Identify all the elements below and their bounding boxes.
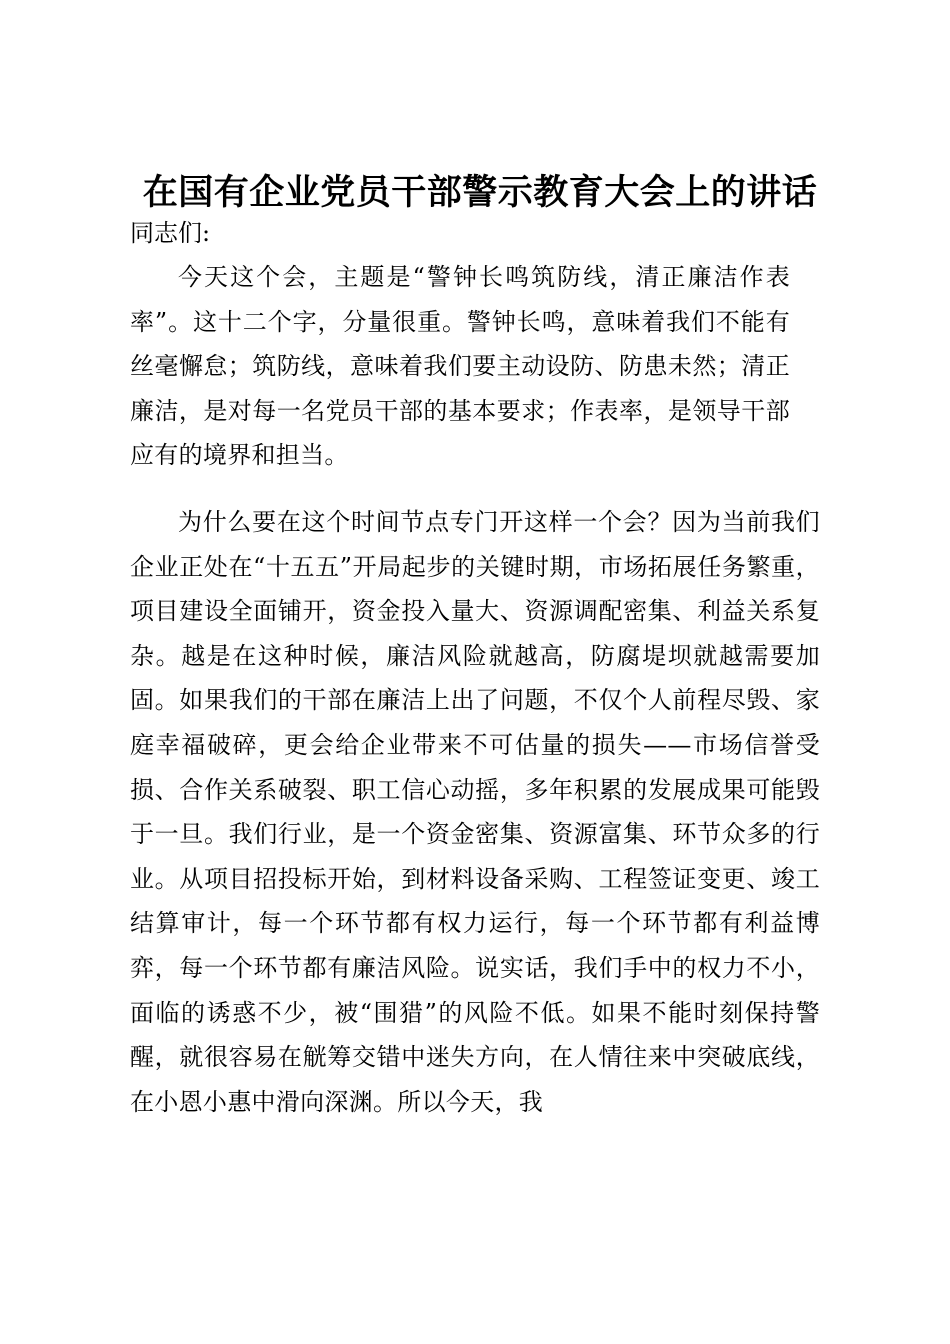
paragraph-2: 为什么要在这个时间节点专门开这样一个会？因为当前我们企业正处在“十五五”开局起步的关键时期，市场拓展任务繁重，项目建设全面铺开，资金投入量大、资源调配密集、利益关系复杂。越是在这种时候，廉洁风险就越高，防腐堤坝就越需要加固。如果我们的干部在廉洁上出了问题，不仅个人前程尽毁、家庭幸福破碎，更会给企业带来不可估量的损失——市场信誉受损、合作关系破裂、职工信心动摇，多年积累的发展成果可能毁于一旦。我们行业，是一个资金密集、资源富集、环节众多的行业。从项目招投标开始，到材料设备采购、工程签证变更、竣工结算审计，每一个环节都有权力运行，每一个环节都有利益博弈，每一个环节都有廉洁风险。说实话，我们手中的权力不小，面临的诱惑不少，被“围猎”的风险不低。如果不能时刻保持警醒，就很容易在觥筹交错中迷失方向，在人情往来中突破底线，在小恩小惠中滑向深渊。所以今天，我 <box>130 508 820 1116</box>
salutation: 同志们: <box>130 219 211 247</box>
document-title: 在国有企业党员干部警示教育大会上的讲话 <box>142 172 818 213</box>
paragraph-1: 今天这个会，主题是“警钟长鸣筑防线，清正廉洁作表率”。这十二个字，分量很重。警钟长鸣，意味着我们不能有丝毫懈怠；筑防线，意味着我们要主动设防、防患未然；清正廉洁，是对每一名党员干部的基本要求；作表率，是领导干部应有的境界和担当。 <box>130 263 790 470</box>
